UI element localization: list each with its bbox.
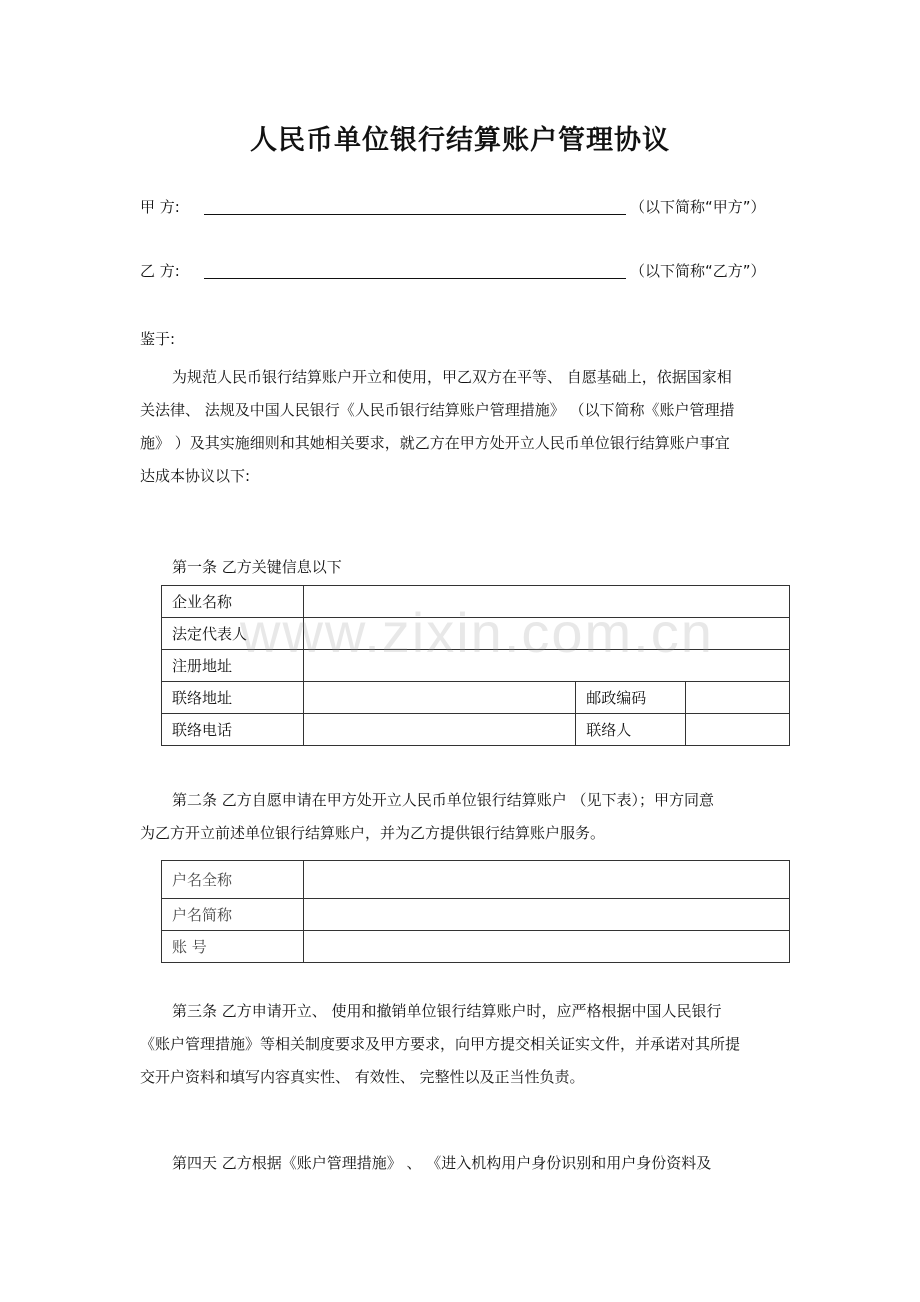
contact-person-label: 联络人 [576,714,686,746]
article-3-line: 《账户管理措施》等相关制度要求及甲方要求，向甲方提交相关证实文件，并承诺对其所提 [140,1035,741,1053]
article-3-paragraph [140,995,790,1094]
account-no-field[interactable] [303,931,789,963]
party-a-label: 甲 方: [140,198,180,216]
article-2-paragraph [140,784,790,850]
preamble-paragraph [140,361,790,493]
short-name-label: 户名简称 [162,899,304,931]
party-b-label: 乙 方: [140,262,180,280]
preamble-line: 达成本协议以下: [140,467,251,485]
article-2-line: 为乙方开立前述单位银行结算账户，并为乙方提供银行结算账户服务。 [140,824,606,842]
article-3-line: 第三条 乙方申请开立、 使用和撤销单位银行结算账户时，应严格根据中国人民银行 [172,1002,722,1020]
watermark: www.zixin.com.cn [240,601,714,664]
account-table [161,860,790,963]
article-4-line: 第四天 乙方根据《账户管理措施》 、 《进入机构用户身份识别和用户身份资料及 [172,1154,712,1172]
whereas-label: 鉴于: [140,330,176,348]
full-name-field[interactable] [303,861,789,899]
account-no-label: 账 号 [162,931,304,963]
document-title: 人民币单位银行结算账户管理协议 [250,125,670,156]
preamble-line: 为规范人民币银行结算账户开立和使用，甲乙双方在平等、 自愿基础上，依据国家相 [172,368,732,386]
party-a-row [140,192,790,220]
table-row [162,899,790,931]
party-b-blank-line [204,278,626,279]
contact-person-field[interactable] [686,714,790,746]
article-3-line: 交开户资料和填写内容真实性、 有效性、 完整性以及正当性负责。 [140,1068,585,1086]
contact-address-field[interactable] [303,682,576,714]
company-name-label: 企业名称 [162,586,304,618]
preamble-line: 关法律、 法规及中国人民银行《人民币银行结算账户管理措施》 （以下简称《账户管理措 [140,401,735,419]
party-b-note: （以下简称“乙方”） [630,262,766,280]
article-2-line: 第二条 乙方自愿申请在甲方处开立人民币单位银行结算账户 （见下表）；甲方同意 [172,791,715,809]
contact-phone-field[interactable] [303,714,576,746]
table-row [162,861,790,899]
contact-phone-label: 联络电话 [162,714,304,746]
table-row [162,682,790,714]
party-a-note: （以下简称“甲方”） [630,198,766,216]
legal-rep-label: 法定代表人 [162,618,304,650]
preamble-line: 施》 ）及其实施细则和其她相关要求，就乙方在甲方处开立人民币单位银行结算账户事宜 [140,434,730,452]
table-row [162,931,790,963]
table-row [162,714,790,746]
party-a-blank-line [204,214,626,215]
short-name-field[interactable] [303,899,789,931]
full-name-label: 户名全称 [162,861,304,899]
contact-address-label: 联络地址 [162,682,304,714]
party-b-row [140,256,790,284]
postal-code-label: 邮政编码 [576,682,686,714]
reg-address-label: 注册地址 [162,650,304,682]
article-1-heading: 第一条 乙方关键信息以下 [172,558,342,576]
postal-code-field[interactable] [686,682,790,714]
